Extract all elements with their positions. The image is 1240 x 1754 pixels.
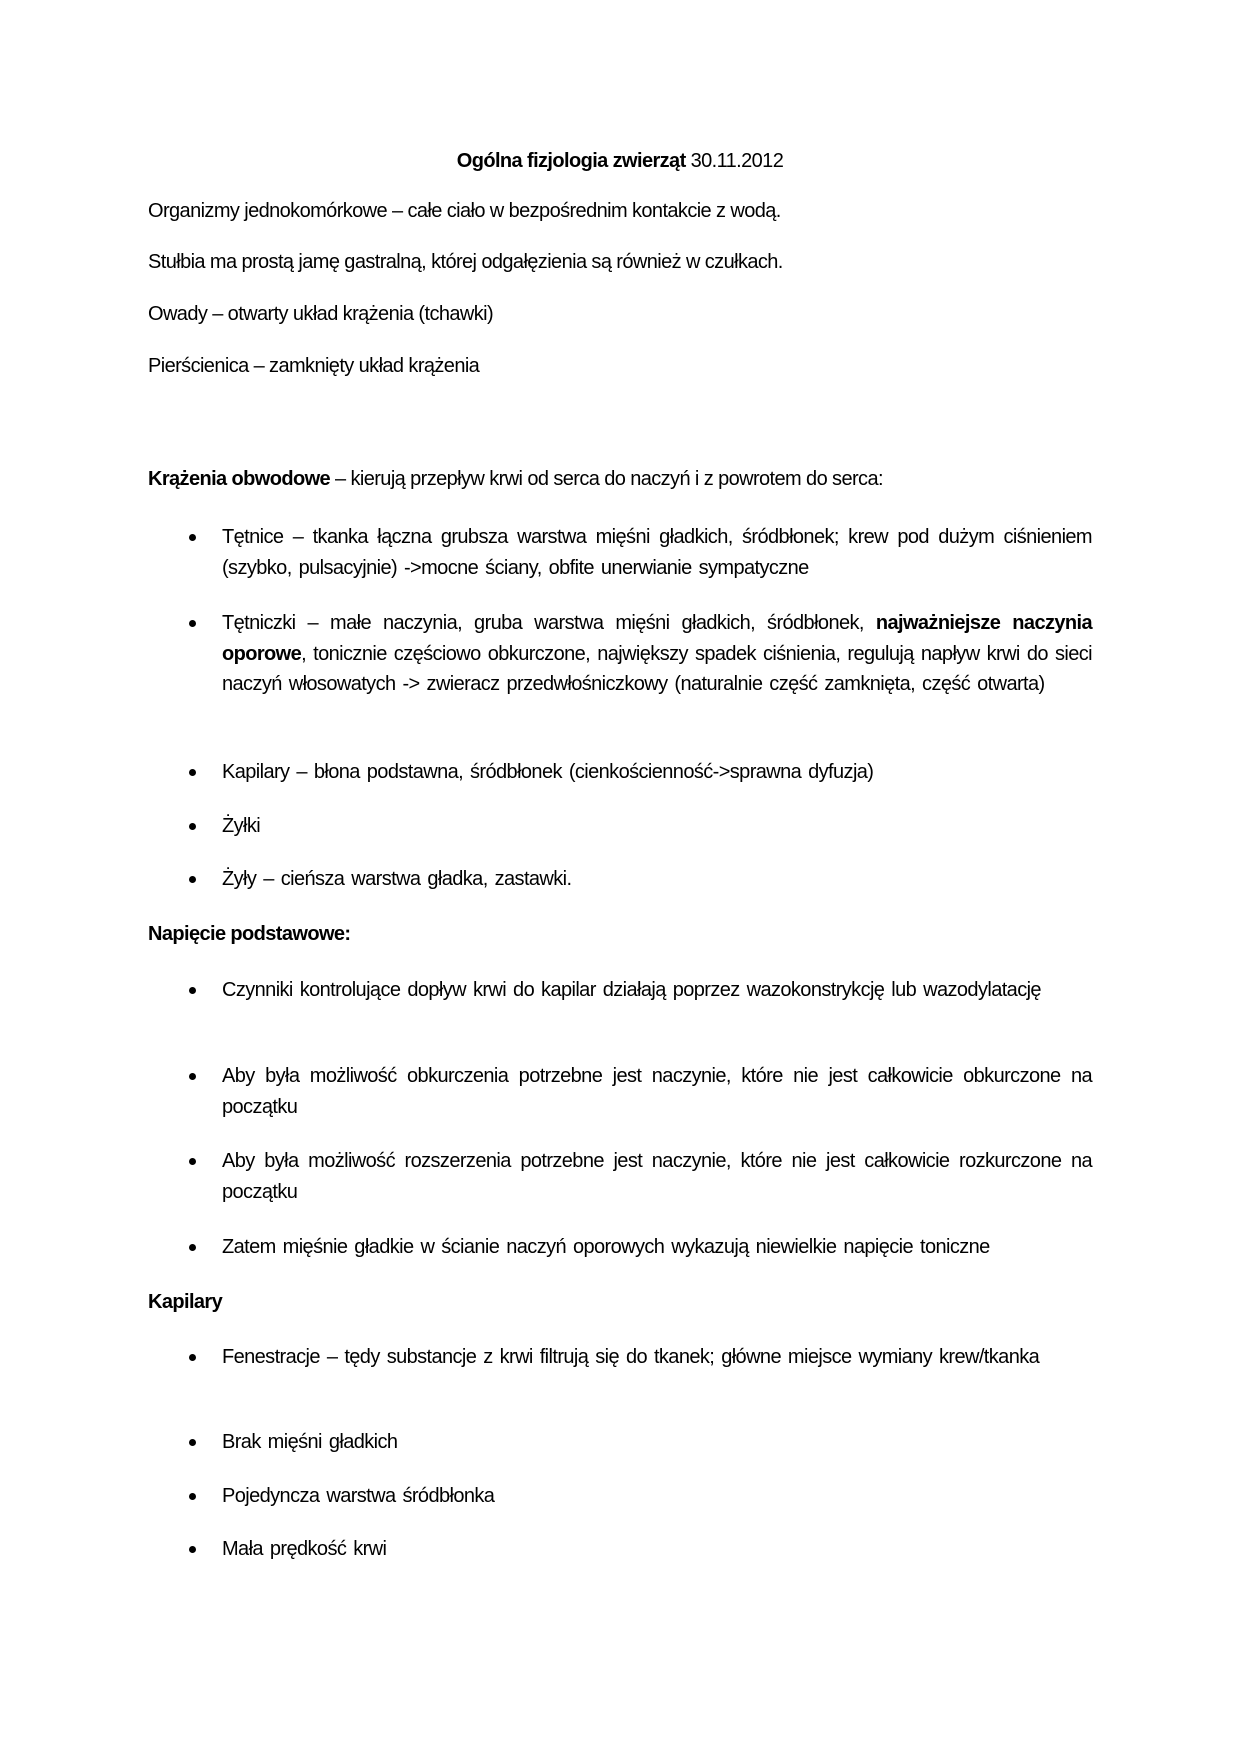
bullet-icon: [189, 1439, 196, 1446]
list-item-text: Kapilary – błona podstawna, śródbłonek (cienkościenność->sprawna dyfuzja): [222, 761, 874, 783]
list-item-veins: [148, 864, 1092, 895]
list-item-text: Tętnice – tkanka łączna grubsza warstwa mięśni gładkich, śródbłonek; krew pod dużym ciśnieniem (szybko, pulsacyjnie) ->mocne ściany, obfite unerwianie sympatyczne: [222, 526, 1092, 579]
list-item-arteries: [148, 522, 1092, 583]
bullet-icon: [189, 1546, 196, 1553]
bullet-icon: [189, 987, 196, 994]
list-item-text: Aby była możliwość obkurczenia potrzebne jest naczynie, które nie jest całkowicie obkurczone na początku: [222, 1065, 1092, 1118]
page-title: [0, 145, 1240, 177]
heading-rest: – kierują przepływ krwi od serca do naczyń i z powrotem do serca:: [330, 468, 883, 490]
bullet-icon: [189, 1073, 196, 1080]
intro-line-insects: Owady – otwarty układ krążenia (tchawki): [148, 303, 494, 325]
list-item-text: Mała prędkość krwi: [222, 1538, 387, 1560]
text-before: Tętniczki – małe naczynia, gruba warstwa mięśni gładkich, śródbłonek,: [222, 612, 876, 634]
list-item-tone-conclusion: [148, 1232, 1092, 1263]
title-bold: Ogólna fizjologia zwierząt: [456, 150, 686, 172]
intro-line-hydra: Stułbia ma prostą jamę gastralną, której odgałęzienia są również w czułkach.: [148, 251, 783, 273]
list-item-arterioles: [148, 608, 1092, 700]
bullet-icon: [189, 1158, 196, 1165]
list-item-text: [222, 608, 1092, 700]
list-item-text: Fenestracje – tędy substancje z krwi filtrują się do tkanek; główne miejsce wymiany krew/tkanka: [222, 1346, 1040, 1368]
list-item-no-smooth-muscle: [148, 1427, 1092, 1458]
intro-line-annelids: Pierścienica – zamknięty układ krążenia: [148, 355, 480, 377]
text-bold: najważniejsze naczynia oporowe: [222, 612, 1092, 665]
list-item-text: Pojedyncza warstwa śródbłonka: [222, 1485, 495, 1507]
section-heading-circulation: [148, 463, 1092, 495]
section-heading-capillaries: Kapilary: [148, 1291, 223, 1313]
list-item-capillaries: [148, 757, 1092, 788]
list-item-text: Żyły – cieńsza warstwa gładka, zastawki.: [222, 868, 572, 890]
list-item-text: Czynniki kontrolujące dopływ krwi do kapilar działają poprzez wazokonstrykcję lub wazodylatację: [222, 979, 1041, 1001]
title-date: 30.11.2012: [690, 150, 784, 172]
bullet-icon: [189, 823, 196, 830]
intro-line-unicellular: Organizmy jednokomórkowe – całe ciało w bezpośrednim kontakcie z wodą.: [148, 200, 781, 222]
bullet-icon: [189, 1354, 196, 1361]
bullet-icon: [189, 620, 196, 627]
bullet-icon: [189, 1244, 196, 1251]
list-item-tone-constriction: [148, 1061, 1092, 1122]
heading-bold: Krążenia obwodowe: [148, 468, 331, 490]
list-item-tone-dilation: [148, 1146, 1092, 1207]
list-item-single-endothelium: [148, 1481, 1092, 1512]
list-item-text: Żyłki: [222, 815, 261, 837]
section-heading-tone: Napięcie podstawowe:: [148, 923, 351, 945]
list-item-low-velocity: [148, 1534, 1092, 1565]
list-item-text: Brak mięśni gładkich: [222, 1431, 398, 1453]
list-item-text: Aby była możliwość rozszerzenia potrzebne jest naczynie, które nie jest całkowicie rozkurczone na początku: [222, 1150, 1092, 1203]
list-item-tone-factors: [148, 975, 1092, 1006]
bullet-icon: [189, 769, 196, 776]
bullet-icon: [189, 1493, 196, 1500]
list-item-venules: [148, 811, 1092, 842]
list-item-fenestrations: [148, 1342, 1092, 1373]
bullet-icon: [189, 876, 196, 883]
text-after: , tonicznie częściowo obkurczone, największy spadek ciśnienia, regulują napływ krwi do sieci naczyń włosowatych -> zwieracz przedwłośniczkowy (naturalnie część zamknięta, część otwarta): [222, 642, 1092, 695]
bullet-icon: [189, 534, 196, 541]
list-item-text: Zatem mięśnie gładkie w ścianie naczyń oporowych wykazują niewielkie napięcie toniczne: [222, 1236, 990, 1258]
